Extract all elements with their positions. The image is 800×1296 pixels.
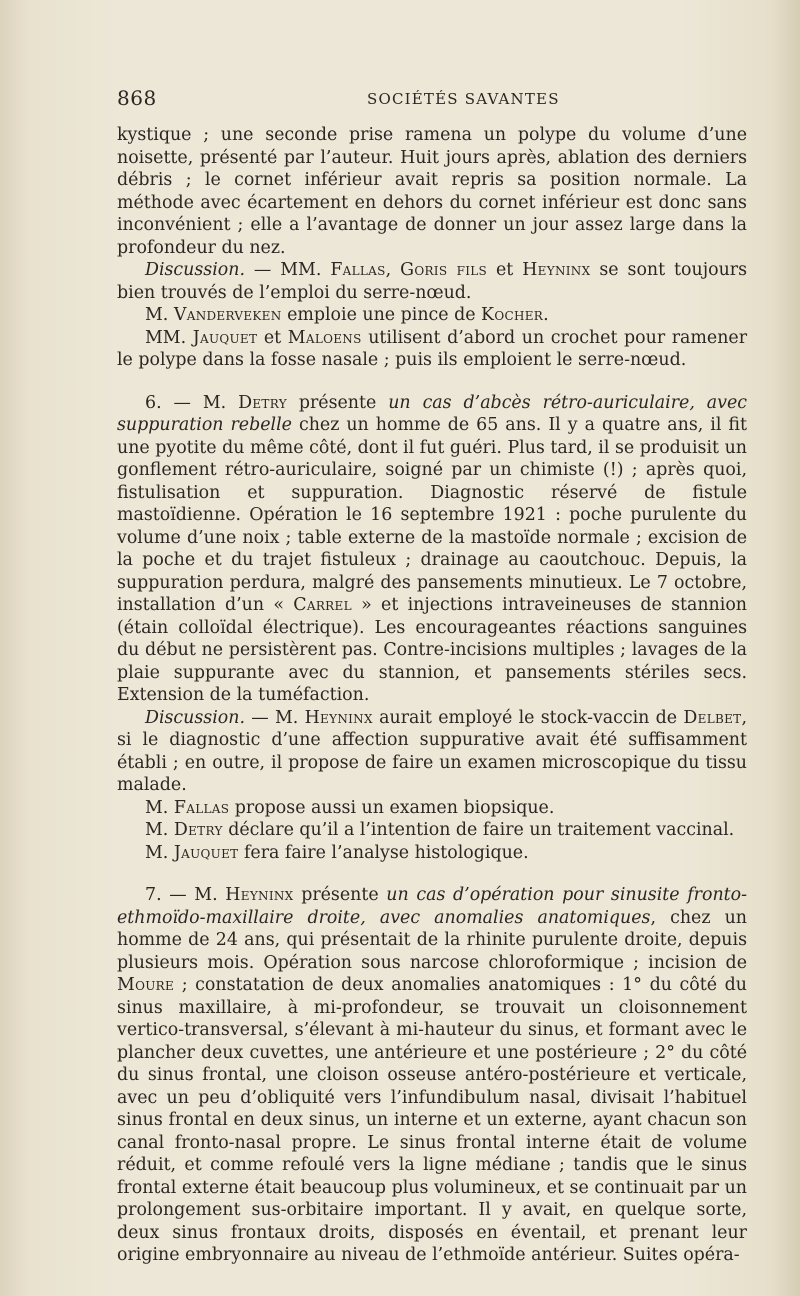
- author-name: Carrel: [293, 595, 352, 615]
- paragraph-jauquet: M. Jauquet fera faire l’analyse histologique.: [145, 842, 529, 863]
- page-number: 868: [117, 86, 157, 110]
- paragraph-polype-continuation: kystique ; une seconde prise ramena un polype du volume d’une noisette, présenté par l’auteur. Huit jours après, ablation des derniers débris ; le cornet inférieur avait repris sa position normale. La méthode avec écartement en dehors du cornet inférieur est donc sans inconvénient ; elle a l’avantage de donner un jour assez large dans la profondeur du nez.: [117, 125, 747, 258]
- discussion-label: Discussion.: [145, 707, 245, 728]
- author-name: Fallas: [330, 260, 386, 280]
- case-title: un cas d’opération pour sinusite fronto-ethmoïdo-maxillaire droite, avec anomalies anatomiques: [117, 885, 747, 928]
- paragraph-fallas: M. Fallas propose aussi un examen biopsique.: [145, 797, 555, 818]
- author-name: Heyninx: [225, 885, 294, 905]
- author-name: Delbet: [683, 707, 742, 728]
- author-name: Goris fils: [400, 260, 488, 280]
- paragraph-discussion-1: Discussion. — MM. Fallas, Goris fils et Heyninx se sont toujours bien trouvés de l’emploi du serre-nœud.: [117, 260, 748, 303]
- author-name: Detry: [238, 392, 287, 413]
- author-name: Detry: [173, 820, 223, 840]
- author-name: Heyninx: [304, 707, 373, 728]
- author-name: Maloens: [287, 327, 362, 348]
- page-header: [117, 86, 747, 118]
- author-name: Heyninx: [522, 260, 591, 280]
- author-name: Jauquet: [192, 327, 258, 348]
- case-title: un cas d’abcès rétro-auriculaire, avec suppuration rebelle: [117, 392, 748, 435]
- body-text: [117, 124, 747, 1267]
- paragraph-case-6: 6. — M. Detry présente un cas d’abcès rétro-auriculaire, avec suppuration rebelle chez un homme de 65 ans. Il y a quatre ans, il fit une pyotite du même côté, dont il fut guéri. Plus tard, il se produisit un gonflement rétro-auriculaire, soigné par un chimiste (!) ; après quoi, fistulisation et suppuration. Diagnostic réservé de fistule mastoïdienne. Opération le 16 septembre 1921 : poche purulente du volume d’une noix ; table externe de la mastoïde normale ; excision de la poche et du trajet fistuleux ; drainage au caoutchouc. Depuis, la suppuration perdura, malgré des pansements minutieux. Le 7 octobre, installation d’un « Carrel » et injections intraveineuses de stannion (étain colloïdal électrique). Les encourageantes réactions sanguines du début ne persistèrent pas. Contre-incisions multiples ; lavages de la plaie suppurante avec du stannion, et pansements stériles secs. Extension de la tuméfaction.: [117, 392, 748, 705]
- paragraph-discussion-2: Discussion. — M. Heyninx aurait employé le stock-vaccin de Delbet, si le diagnostic d’une affection suppurative avait été suffisamment établi ; en outre, il propose de faire un examen microscopique du tissu malade.: [117, 707, 747, 795]
- paragraph-jauquet-maloens: MM. Jauquet et Maloens utilisent d’abord un crochet pour ramener le polype dans la fosse nasale ; puis ils emploient le serre-nœud.: [117, 327, 748, 370]
- paragraph-case-7: 7. — M. Heyninx présente un cas d’opération pour sinusite fronto-ethmoïdo-maxillaire droite, avec anomalies anatomiques, chez un homme de 24 ans, qui présentait de la rhinite purulente droite, depuis plusieurs mois. Opération sous narcose chloroformique ; incision de Moure ; constatation de deux anomalies anatomiques : 1° du côté du sinus maxillaire, à mi-profondeur, se trouvait un cloisonnement vertico-transversal, s’élevant à mi-hauteur du sinus, et formant avec le plancher deux cuvettes, une antérieure et une postérieure ; 2° du côté du sinus frontal, une cloison osseuse antéro-postérieure et verticale, avec un peu d’obliquité vers l’infundibulum nasal, divisait l’habituel sinus frontal en deux sinus, un interne et un externe, ayant chacun son canal fronto-nasal propre. Le sinus frontal interne était de volume réduit, et comme refoulé vers la ligne médiane ; tandis que le sinus frontal externe était beaucoup plus volumineux, et se continuait par un prolongement sus-orbitaire important. Il y avait, en quelque sorte, deux sinus frontaux droits, disposés en éventail, et prenant leur origine embryonnaire au niveau de l’ethmoïde antérieur. Suites opéra-: [117, 885, 747, 1265]
- paragraph-detry: M. Detry déclare qu’il a l’intention de faire un traitement vaccinal.: [145, 820, 735, 840]
- running-title: SOCIÉTÉS SAVANTES: [367, 90, 560, 108]
- author-name: Vanderveken: [173, 305, 282, 325]
- paragraph-vanderveken: M. Vanderveken emploie une pince de Kocher.: [145, 305, 549, 325]
- author-name: Kocher: [481, 305, 544, 325]
- author-name: Jauquet: [173, 842, 239, 863]
- author-name: Moure: [117, 975, 175, 995]
- author-name: Fallas: [173, 797, 230, 818]
- discussion-label: Discussion.: [145, 260, 245, 280]
